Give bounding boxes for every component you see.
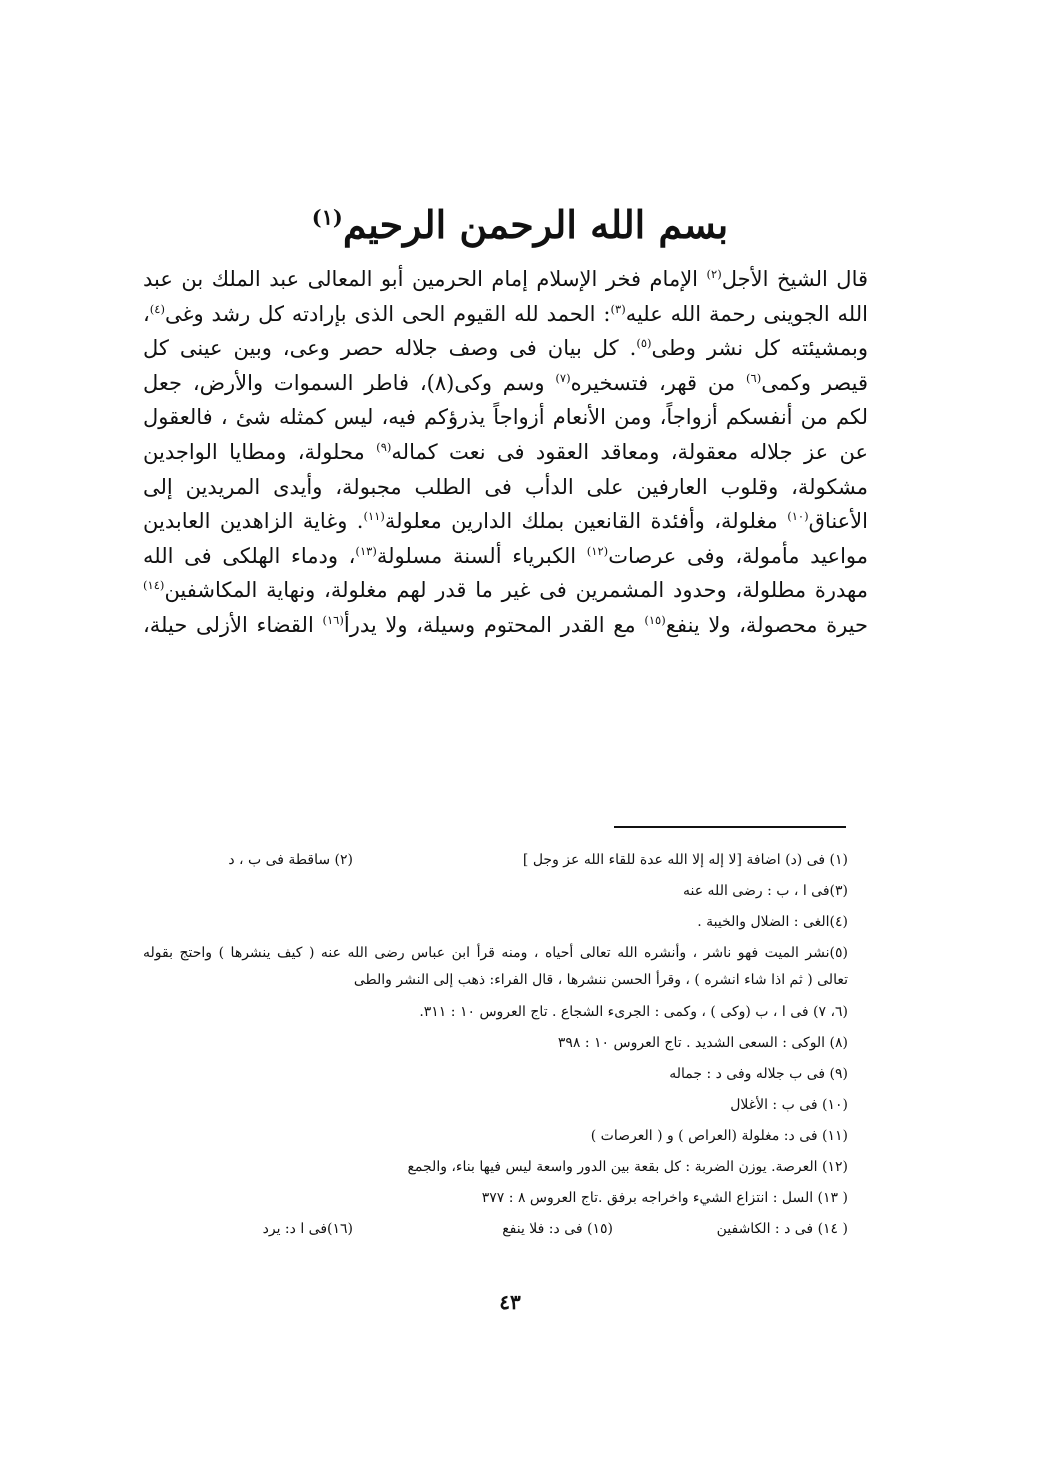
footnote-marker: (٦) <box>745 370 762 385</box>
footnote-row <box>143 907 848 938</box>
footnote-3: (٣)فى ا ، ب : رضى الله عنه <box>683 883 848 899</box>
footnote-marker: (١) <box>311 204 343 230</box>
footnotes <box>143 845 848 1245</box>
basmala-text: بسم الله الرحمن الرحيم <box>342 202 729 247</box>
footnote-row <box>143 1183 848 1214</box>
footnote-row <box>143 845 848 876</box>
footnote-row <box>143 1121 848 1152</box>
text-line: لكم من أنفسكم أزواجاً، ومن الأنعام أزواجاً يذرؤكم فيه، ليس كمثله شئ ، فالعقول <box>143 405 868 430</box>
footnote-marker: (١٣) <box>355 543 377 558</box>
text-line: مهدرة مطلولة، وحدود المشمرين فى غير ما قدر لهم مغلولة، ونهاية المكاشفين$^{(١٤)}$ <box>143 578 868 603</box>
footnote-16: (١٦)فى ا د: يرد <box>262 1221 353 1237</box>
text-line: وبمشيئته كل نشر وطى$^{(٥)}$. كل بيان فى وصف جلاله حصر وعى، وبين عينى كل <box>143 336 868 361</box>
main-text <box>143 262 868 643</box>
text-line: قيصر وكمى$^{(٦)}$ من قهر، فتسخيره$^{(٧)}$ وسم وكى(٨)، فاطر السموات والأرض، جعل <box>143 370 868 395</box>
basmala-heading <box>150 200 890 250</box>
footnote-15: (١٥) فى د: فلا ينفع <box>502 1221 613 1237</box>
footnote-9: (٩) فى ب جلاله وفى د : جماله <box>669 1066 848 1082</box>
text-line: الله الجوينى رحمة الله عليه$^{(٣)}$: الحمد لله القيوم الحى الذى بإرادته كل رشد وغى$^{(٤)}$، <box>143 301 868 326</box>
footnote-2: (٢) ساقطة فى ب ، د <box>228 852 353 868</box>
footnote-11: (١١) فى د: مغلولة (العراص ) و ( العرصات ) <box>590 1128 848 1144</box>
footnote-4: (٤)الغى : الضلال والخيبة . <box>697 914 848 930</box>
text-line: حيرة محصولة، ولا ينفع$^{(١٥)}$ مع القدر المحتوم وسيلة، ولا يدرأ$^{(١٦)}$ القضاء الأزلى حيلة، <box>143 612 868 637</box>
footnote-separator <box>614 826 846 828</box>
text-line: عن عز جلاله معقولة، ومعاقد العقود فى نعت كماله$^{(٩)}$ محلولة، ومطايا الواجدين <box>143 439 868 464</box>
footnote-row <box>143 1090 848 1121</box>
footnote-marker: (١١) <box>363 509 385 524</box>
text-line: الأعناق$^{(١٠)}$ مغلولة، وأفئدة القانعين بملك الدارين معلولة$^{(١١)}$. وغاية الزاهدين العابدين <box>143 509 868 534</box>
page-number: ٤٣ <box>499 1290 521 1314</box>
footnote-5-line-1: (٥)نشر الميت فهو ناشر ، وأنشره الله تعالى أحياه ، ومنه قرأ ابن عباس رضى الله عنه ( كيف ينشرها ) واحتج بقوله <box>143 945 848 961</box>
footnote-marker: (٧) <box>555 370 571 385</box>
footnote-marker: (٩) <box>376 439 392 454</box>
footnote-marker: (١٥) <box>644 612 666 627</box>
footnote-marker: (٤) <box>149 301 166 316</box>
text-line: مواعيد مأمولة، وفى عرصات$^{(١٢)}$ الكبرياء ألسنة مسلولة$^{(١٣)}$، ودماء الهلكى فى الله <box>143 543 868 568</box>
footnote-row <box>143 1214 848 1245</box>
text-line: قال الشيخ الأجل$^{(٢)}$ الإمام فخر الإسلام إمام الحرمين أبو المعالى عبد الملك بن عبد <box>143 267 868 291</box>
footnote-row <box>143 938 848 968</box>
footnote-14: ( ١٤) فى د : الكاشفين <box>716 1221 848 1237</box>
footnote-marker: (١٠) <box>787 509 809 524</box>
footnote-6-7: (٦، ٧) فى ا ، ب (وكى ) ، وكمى : الجرىء الشجاع . تاج العروس ١٠ : ٣١١. <box>419 1004 848 1020</box>
footnote-row <box>143 997 848 1028</box>
footnote-marker: (٣) <box>610 301 626 316</box>
footnote-marker: (٢) <box>706 267 722 281</box>
text-line: مشكولة، وقلوب العارفين على الدأب فى الطلب مجبولة، وأيدى المريدين إلى <box>143 474 868 499</box>
footnote-1: (١) فى (د) اضافة [لا إله إلا الله عدة للقاء الله عز وجل ] <box>522 852 848 868</box>
footnote-marker: (٥) <box>636 336 652 351</box>
footnote-marker: (١٢) <box>586 543 609 558</box>
footnote-row <box>143 1059 848 1090</box>
footnote-row <box>143 968 848 997</box>
footnote-row <box>143 1152 848 1183</box>
footnote-marker: (١٤) <box>143 578 165 593</box>
footnote-13: ( ١٣) السل : انتزاع الشيء واخراجه برفق .تاج العروس ٨ : ٣٧٧ <box>481 1190 848 1206</box>
footnote-5-line-2: تعالى ( ثم اذا شاء انشره ) ، وقرأ الحسن ننشرها ، قال الفراء: ذهب إلى النشر والطى <box>353 972 848 988</box>
footnote-row <box>143 1028 848 1059</box>
footnote-12: (١٢) العرصة. يوزن الضربة : كل بقعة بين الدور واسعة ليس فيها بناء، والجمع <box>407 1159 848 1175</box>
footnote-row <box>143 876 848 907</box>
footnote-marker: (١٦) <box>322 612 344 627</box>
footnote-10: (١٠) فى ب : الأغلال <box>730 1097 848 1113</box>
footnote-8: (٨) الوكى : السعى الشديد . تاج العروس ١٠ : ٣٩٨ <box>557 1035 848 1051</box>
